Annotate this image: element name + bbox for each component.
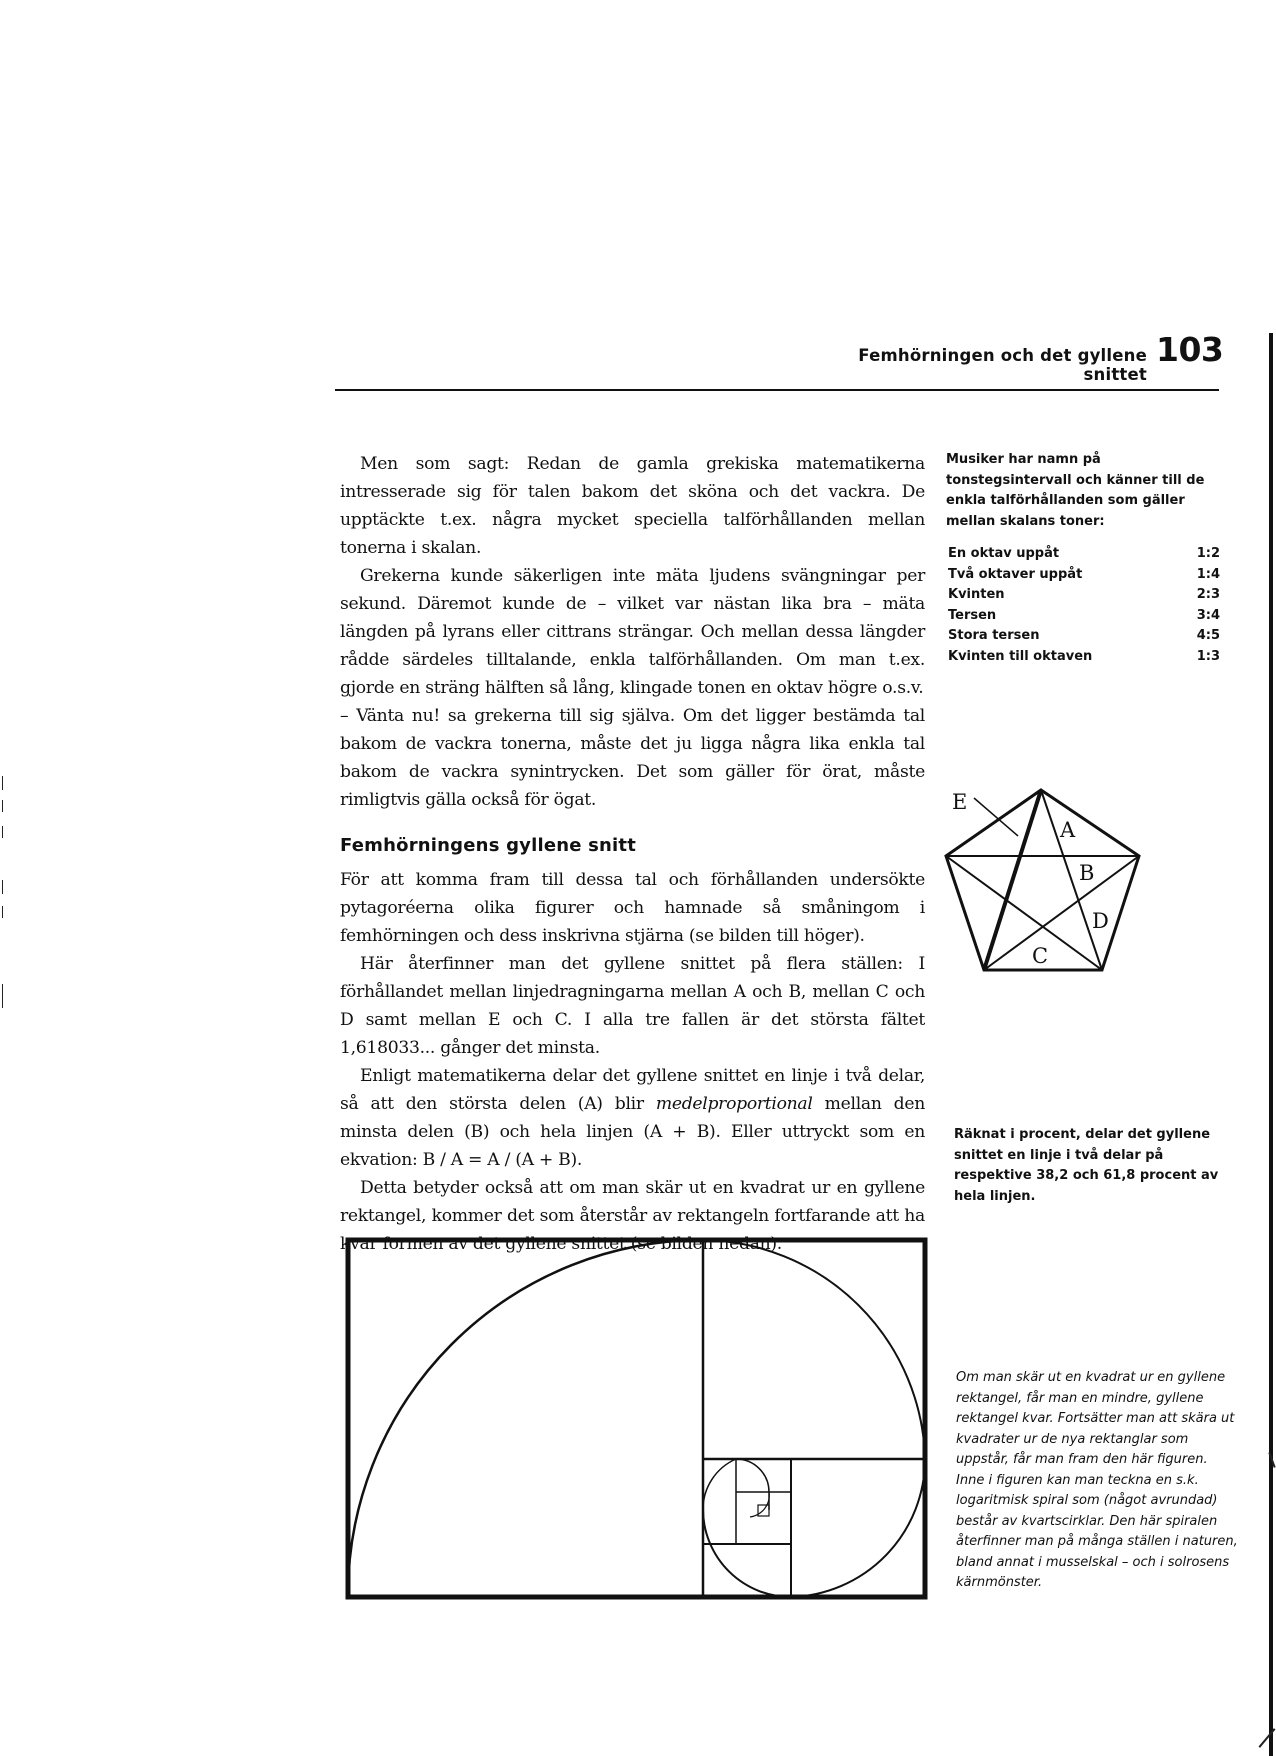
pentagon-lines <box>946 790 1139 970</box>
running-head: Femhörningen och det gyllene snittet <box>858 346 1147 384</box>
scan-mark <box>2 984 3 1008</box>
label-e: E <box>952 790 968 814</box>
scan-mark <box>2 800 3 812</box>
golden-rectangle-lines <box>348 1240 925 1597</box>
emphasis: medelproportional <box>655 1094 813 1114</box>
page-number: 103 <box>1156 330 1224 369</box>
page-edge-line <box>1269 333 1273 1756</box>
paragraph: För att komma fram till dessa tal och förhållanden undersökte pytagoréerna olika figurer och hamnade så småningom i femhörningen och dess inskrivna stjärna (se bilden till höger). <box>340 870 925 946</box>
golden-rectangle-figure <box>340 1230 940 1605</box>
interval-row: Kvinten 2:3 <box>948 587 1220 602</box>
label-a: A <box>1060 818 1076 842</box>
spiral-caption: Om man skär ut en kvadrat ur en gyllene rektangel, får man en mindre, gyllene rektangel kvar. Fortsätter man att skära ut kvadrater ur de nya rektanglar som uppstår, får man fram den här figuren. Inne i figuren kan man teckna en s.k. logaritmisk spiral som (något avrundad) består av kvartscirklar. Den här spiralen återfinner man på många ställen i naturen, bland annat i musselskal – och i solrosens kärnmönster. <box>956 1370 1238 1590</box>
interval-row: Kvinten till oktaven 1:3 <box>948 648 1220 664</box>
sidebar-intro: Musiker har namn på tonstegsintervall och känner till de enkla talförhållanden som gäller mellan skalans toner: <box>946 452 1205 529</box>
label-b: B <box>1079 861 1095 885</box>
interval-row: Två oktaver uppåt 1:4 <box>948 566 1220 582</box>
label-c: C <box>1032 944 1049 968</box>
section-heading: Femhörningens gyllene snitt <box>340 835 637 856</box>
paragraph: – Vänta nu! sa grekerna till sig själva. Om det ligger bestämda tal bakom de vackra tonerna, måste det ju ligga några lika enkla tal bakom de vackra synintrycken. Det som gäller för örat, måste rimligtvis gälla också för ögat. <box>340 706 925 810</box>
header-rule <box>335 389 1219 391</box>
paragraph: Detta betyder också att om man skär ut en kvadrat ur en gyllene rektangel, kommer det som återstår av rektangeln fortfarande att ha kvar formen av det gyllene snittet (se bilden nedan). <box>340 1178 925 1254</box>
pentagon-star-figure <box>940 780 1160 990</box>
percent-caption: Räknat i procent, delar det gyllene snittet en linje i två delar på respektive 38,2 och 61,8 procent av hela linjen. <box>954 1127 1219 1204</box>
paragraph: Enligt matematikerna delar det gyllene snittet en linje i två delar, så att den största delen (A) blir medelproportional mellan den minsta delen (B) och hela linjen (A + B). Eller uttryckt som en ekvation: B / A = A / (A + B). <box>340 1066 925 1170</box>
scan-mark <box>2 776 3 790</box>
scan-mark <box>2 880 3 894</box>
interval-row: En oktav uppåt 1:2 <box>948 546 1220 561</box>
interval-row: Stora tersen 4:5 <box>948 628 1220 643</box>
paragraph: Grekerna kunde säkerligen inte mäta ljudens svängningar per sekund. Däremot kunde de – vilket var nästan lika bra – mäta längden på lyrans eller cittrans strängar. Och mellan dessa längder rådde särdeles tilltalande, enkla talförhållanden. Om man t.ex. gjorde en sträng hälften så lång, klingade tonen en oktav högre o.s.v. <box>340 566 925 698</box>
scan-mark <box>2 906 3 918</box>
interval-row: Tersen 3:4 <box>948 607 1220 623</box>
scan-mark <box>2 826 3 838</box>
paragraph: Men som sagt: Redan de gamla grekiska matematikerna intresserade sig för talen bakom det sköna och det vackra. De upptäckte t.ex. några mycket speciella talförhållanden mellan tonerna i skalan. <box>340 454 925 558</box>
paragraph: Här återfinner man det gyllene snittet på flera ställen: I förhållandet mellan linjedragningarna mellan A och B, mellan C och D samt mellan E och C. I alla tre fallen är det största fältet 1,618033... gånger det minsta. <box>340 954 925 1058</box>
main-text <box>340 450 925 1258</box>
interval-table <box>948 544 1220 667</box>
label-d: D <box>1092 909 1109 933</box>
